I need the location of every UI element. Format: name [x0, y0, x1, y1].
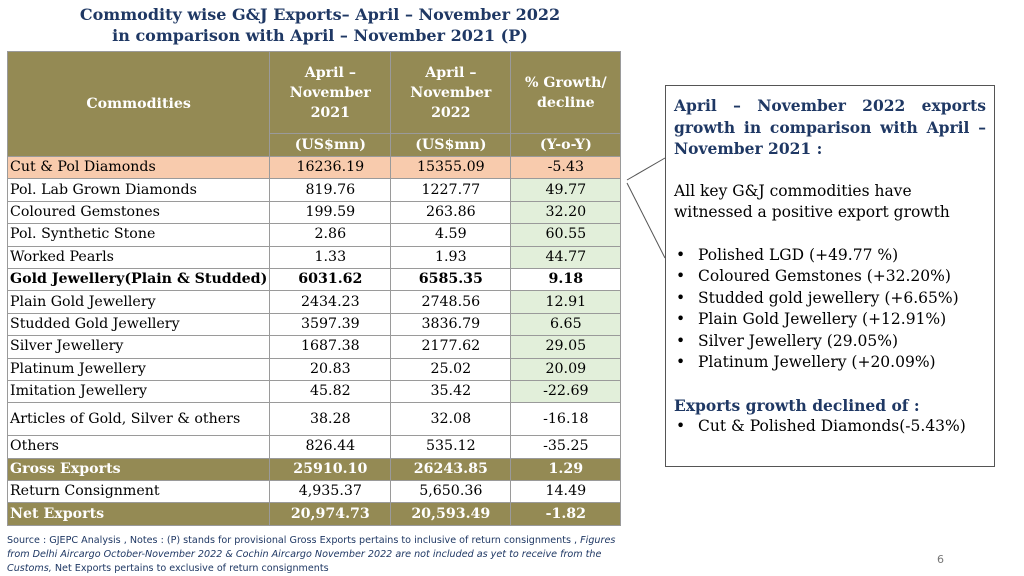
value-2021: 819.76	[270, 179, 391, 201]
growth-value: -35.25	[511, 436, 621, 458]
value-2022: 15355.09	[391, 157, 511, 179]
growth-value: -5.43	[511, 157, 621, 179]
value-2021: 2434.23	[270, 291, 391, 313]
commodity-name: Platinum Jewellery	[8, 358, 270, 380]
value-2021: 20,974.73	[270, 503, 391, 525]
value-2022: 20,593.49	[391, 503, 511, 525]
page-number: 6	[937, 553, 944, 566]
growth-value: 1.29	[511, 458, 621, 480]
value-2021: 6031.62	[270, 268, 391, 290]
value-2021: 16236.19	[270, 157, 391, 179]
positive-growth-item: • Silver Jewellery (29.05%)	[674, 331, 986, 353]
growth-value: 9.18	[511, 268, 621, 290]
commodity-name: Net Exports	[8, 503, 270, 525]
value-2022: 2748.56	[391, 291, 511, 313]
header-2021: April – November 2021	[270, 52, 391, 134]
value-2021: 20.83	[270, 358, 391, 380]
value-2022: 35.42	[391, 380, 511, 402]
commodity-name: Gold Jewellery(Plain & Studded)	[8, 268, 270, 290]
value-2022: 263.86	[391, 201, 511, 223]
growth-value: 44.77	[511, 246, 621, 268]
positive-growth-item: • Platinum Jewellery (+20.09%)	[674, 352, 986, 374]
value-2022: 6585.35	[391, 268, 511, 290]
value-2022: 1.93	[391, 246, 511, 268]
header-2022: April – November 2022	[391, 52, 511, 134]
value-2021: 3597.39	[270, 313, 391, 335]
growth-value: 49.77	[511, 179, 621, 201]
growth-value: 29.05	[511, 336, 621, 358]
value-2022: 1227.77	[391, 179, 511, 201]
commodity-name: Others	[8, 436, 270, 458]
positive-growth-item: • Coloured Gemstones (+32.20%)	[674, 266, 986, 288]
unit-2022: (US$mn)	[391, 134, 511, 157]
commodity-name: Silver Jewellery	[8, 336, 270, 358]
commodity-name: Pol. Synthetic Stone	[8, 224, 270, 246]
commodity-name: Articles of Gold, Silver & others	[8, 403, 270, 436]
commodity-name: Worked Pearls	[8, 246, 270, 268]
commodity-name: Gross Exports	[8, 458, 270, 480]
growth-value: -16.18	[511, 403, 621, 436]
value-2021: 1687.38	[270, 336, 391, 358]
growth-value: -1.82	[511, 503, 621, 525]
unit-2021: (US$mn)	[270, 134, 391, 157]
commodity-name: Studded Gold Jewellery	[8, 313, 270, 335]
commodity-name: Plain Gold Jewellery	[8, 291, 270, 313]
commodity-name: Imitation Jewellery	[8, 380, 270, 402]
summary-callout	[665, 85, 995, 467]
growth-value: 14.49	[511, 481, 621, 503]
decline-list	[674, 416, 986, 438]
positive-growth-item: • Studded gold jewellery (+6.65%)	[674, 288, 986, 310]
title-line-2: in comparison with April – November 2021 (P)	[112, 26, 528, 45]
value-2021: 199.59	[270, 201, 391, 223]
value-2021: 25910.10	[270, 458, 391, 480]
callout-intro: All key G&J commodities have witnessed a positive export growth	[674, 181, 950, 221]
commodity-name: Cut & Pol Diamonds	[8, 157, 270, 179]
positive-growth-list	[674, 245, 986, 374]
growth-value: 12.91	[511, 291, 621, 313]
value-2022: 32.08	[391, 403, 511, 436]
callout-heading: April – November 2022 exports growth in comparison with April – November 2021 :	[674, 96, 986, 158]
value-2022: 2177.62	[391, 336, 511, 358]
title-line-1: Commodity wise G&J Exports– April – November 2022	[79, 5, 561, 24]
header-growth: % Growth/ decline	[511, 52, 621, 134]
growth-value: 60.55	[511, 224, 621, 246]
value-2022: 4.59	[391, 224, 511, 246]
value-2021: 45.82	[270, 380, 391, 402]
commodity-name: Return Consignment	[8, 481, 270, 503]
header-commodities: Commodities	[8, 52, 270, 157]
source-note: Source : GJEPC Analysis , Notes : (P) stands for provisional Gross Exports pertains to inclusive of return consignments , Figures from Delhi Aircargo October-November 2022 & Cochin Aircargo November 2022 are not included as yet to receive from the Customs, Net Exports pertains to exclusive of return consignments	[7, 535, 616, 574]
growth-value: 6.65	[511, 313, 621, 335]
growth-value: 32.20	[511, 201, 621, 223]
value-2022: 535.12	[391, 436, 511, 458]
decline-item: • Cut & Polished Diamonds(-5.43%)	[674, 416, 986, 438]
value-2021: 1.33	[270, 246, 391, 268]
growth-value: -22.69	[511, 380, 621, 402]
value-2022: 26243.85	[391, 458, 511, 480]
value-2021: 38.28	[270, 403, 391, 436]
value-2021: 4,935.37	[270, 481, 391, 503]
value-2021: 2.86	[270, 224, 391, 246]
value-2022: 5,650.36	[391, 481, 511, 503]
value-2022: 3836.79	[391, 313, 511, 335]
decline-heading: Exports growth declined of :	[674, 395, 920, 415]
growth-value: 20.09	[511, 358, 621, 380]
value-2021: 826.44	[270, 436, 391, 458]
positive-growth-item: • Polished LGD (+49.77 %)	[674, 245, 986, 267]
positive-growth-item: • Plain Gold Jewellery (+12.91%)	[674, 309, 986, 331]
commodity-name: Coloured Gemstones	[8, 201, 270, 223]
value-2022: 25.02	[391, 358, 511, 380]
unit-growth: (Y-o-Y)	[511, 134, 621, 157]
commodity-name: Pol. Lab Grown Diamonds	[8, 179, 270, 201]
